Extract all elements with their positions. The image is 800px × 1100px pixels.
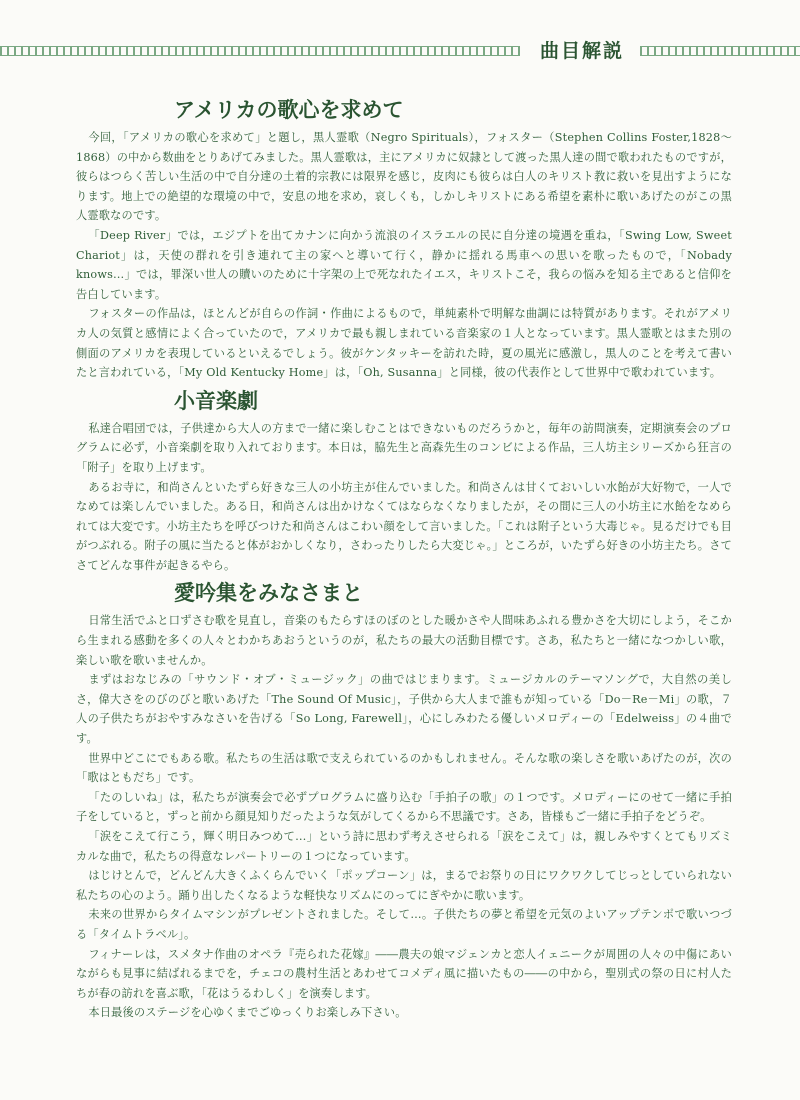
paragraph: フォスターの作品は，ほとんどが自らの作詞・作曲によるもので，単純素朴で明解な曲調には特質があります。それがアメリカ人の気質と感情によく合っていたので，アメリカで最も親しまれている音楽家の１人となっています。黒人霊歌とはまた別の側面のアメリカを表現しているといえるでしょう。彼がケンタッキーを訪れた時，夏の風光に感激し，黒人のことを考えて書いたと言われている，「My Old Kentucky Home」は，「Oh, Susanna」と同様，彼の代表作として世界中で歌われています。 xyxy=(76,307,732,380)
paragraph: 未来の世界からタイムマシンがプレゼントされました。そして…。子供たちの夢と希望を元気のよいアップテンポで歌いつづる「タイムトラベル」。 xyxy=(76,908,732,941)
article-body xyxy=(76,96,732,1023)
paragraph: 世界中どこにでもある歌。私たちの生活は歌で支えられているのかもしれません。そんな歌の楽しさを歌いあげたのが，次の「歌はともだち」です。 xyxy=(76,751,732,785)
header-border-left xyxy=(0,46,520,56)
paragraph: はじけとんで，どんどん大きくふくらんでいく「ポップコーン」は，まるでお祭りの日にワクワクしてじっとしていられない私たちの心のよう。踊り出したくなるような軽快なリズムにのってにぎやかに歌います。 xyxy=(76,869,732,902)
header-border-right xyxy=(640,46,800,56)
paragraph: あるお寺に，和尚さんといたずら好きな三人の小坊主が住んでいました。和尚さんは甘くておいしい水飴が大好物で，一人でなめては楽しんでいました。ある日，和尚さんは出かけなくてはならなくなりましたが，その間に三人の小坊主に水飴をなめられては大変です。小坊主たちを呼びつけた和尚さんはこわい顔をして言いました。「これは附子という大毒じゃ。見るだけでも目がつぶれる。附子の風に当たると体がおかしくなり，さわったりしたら大変じゃ。」ところが，いたずら好きの小坊主たち。さてさてどんな事件が起きるやら。 xyxy=(76,480,732,572)
paragraph: 「Deep River」では，エジプトを出てカナンに向かう流浪のイスラエルの民に自分達の境遇を重ね，「Swing Low, Sweet Chariot」は，天使の群れを引き連れて主の家へと導いて行く，静かに揺れる馬車への思いを歌ったもので，「Nobady knows…」では，罪深い世人の贖いのために十字架の上で死なれたイエス，キリストこそ，我らの悩みを知る主であると信仰を告白しています。 xyxy=(76,228,732,301)
section-title-music-drama: 小音楽劇 xyxy=(174,387,258,413)
section-title-america: アメリカの歌心を求めて xyxy=(174,97,404,122)
paragraph: 今回，「アメリカの歌心を求めて」と題し，黒人霊歌（Negro Spirituals），フォスター（Stephen Collins Foster,1828～1868）の中から数曲をとりあげてみました。黒人霊歌は，主にアメリカに奴隷として渡った黒人達の間で歌われたものですが，彼らはつらく苦しい生活の中で自分達の土着的宗教には限界を感じ，皮肉にも彼らは白人のキリスト教に救いを見出すようになります。地上での絶望的な環境の中で，安息の地を求め，哀しくも，しかしキリストにある希望を素朴に歌いあげたのがこの黒人霊歌なのです。 xyxy=(76,131,732,223)
paragraph: 「涙をこえて行こう，輝く明日みつめて…」という詩に思わず考えさせられる「涙をこえて」は，親しみやすくとてもリズミカルな曲で，私たちの得意なレパートリーの１つになっています。 xyxy=(76,830,732,863)
section-title-aiginshu: 愛吟集をみなさまと xyxy=(174,580,363,606)
paragraph: まずはおなじみの「サウンド・オブ・ミュージック」の曲ではじまります。ミュージカルのテーマソングで，大自然の美しさ，偉大さをのびのびと歌いあげた「The Sound Of Music」，子供から大人まで誰もが知っている「Do－Re－Mi」の歌，７人の子供たちがおやすみなさいを告げる「So Long, Farewell」，心にしみわたる優しいメロディーの「Edelweiss」の４曲です。 xyxy=(76,673,732,746)
paragraph: 「たのしいね」は，私たちが演奏会で必ずプログラムに盛り込む「手拍子の歌」の１つです。メロディーにのせて一緒に手拍子をしていると，ずっと前から顔見知りだったような気がしてくるから不思議です。さあ，皆様もご一緒に手拍子をどうぞ。 xyxy=(76,790,732,824)
paragraph: 日常生活でふと口ずさむ歌を見直し，音楽のもたらすほのぼのとした暖かさや人間味あふれる豊かさを大切にしよう，そこから生まれる感動を多くの人々とわかちあおうというのが，私たちの最大の活動目標です。さあ，私たちと一緒になつかしい歌，楽しい歌を歌いませんか。 xyxy=(76,614,732,667)
paragraph: 私達合唱団では，子供達から大人の方まで一緒に楽しむことはできないものだろうかと，毎年の訪問演奏，定期演奏会のプログラムに必ず，小音楽劇を取り入れております。本日は，脇先生と高森先生のコンビによる作品，三人坊主シリーズから狂言の「附子」を取り上げます。 xyxy=(76,421,732,474)
paragraph: フィナーレは，スメタナ作曲のオペラ『売られた花嫁』――農夫の娘マジェンカと恋人イェニークが周囲の人々の中傷にあいながらも見事に結ばれるまでを，チェコの農村生活とあわせてコメディ風に描いたもの――の中から，聖別式の祭の日に村人たちが春の訪れを喜ぶ歌，「花はうるわしく」を演奏します。 xyxy=(76,947,732,1000)
paragraph: 本日最後のステージを心ゆくまでごゆっくりお楽しみ下さい。 xyxy=(88,1006,407,1020)
header-title: 曲目解説 xyxy=(539,40,624,62)
